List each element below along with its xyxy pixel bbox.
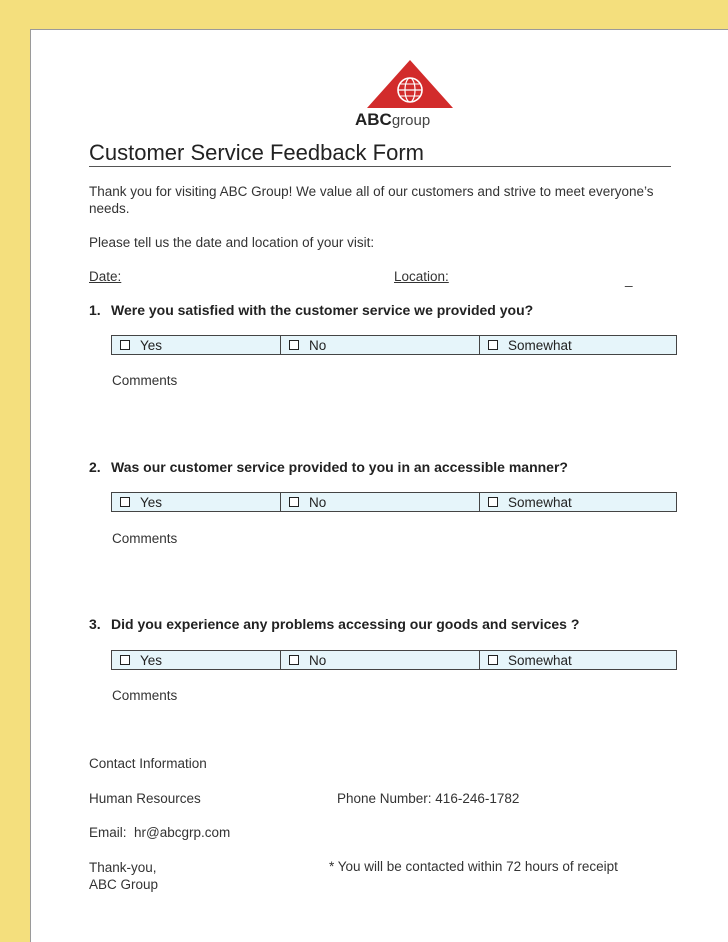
- option-no[interactable]: [281, 651, 480, 669]
- checkbox-icon[interactable]: [289, 497, 299, 507]
- contact-heading: Contact Information: [89, 756, 207, 771]
- question-number: 3.: [89, 616, 101, 632]
- option-label: Yes: [140, 337, 163, 353]
- title-divider: [89, 166, 671, 167]
- signoff-line-2: ABC Group: [89, 877, 159, 892]
- checkbox-icon[interactable]: [488, 655, 498, 665]
- checkbox-icon[interactable]: [120, 497, 130, 507]
- question-number: 1.: [89, 302, 101, 318]
- checkbox-icon[interactable]: [120, 655, 130, 665]
- option-label: Somewhat: [508, 494, 572, 510]
- question-text: Were you satisfied with the customer service we provided you?: [111, 302, 534, 318]
- option-label: Yes: [140, 652, 163, 668]
- signoff-line-1: Thank-you,: [89, 860, 157, 875]
- option-yes[interactable]: [112, 336, 281, 354]
- logo-brand-bold: ABC: [355, 110, 392, 129]
- contact-department: Human Resources: [89, 791, 201, 806]
- option-label: Yes: [140, 494, 163, 510]
- contact-email-row: [89, 825, 230, 840]
- checkbox-icon[interactable]: [488, 340, 498, 350]
- option-yes[interactable]: [112, 493, 281, 511]
- intro-text: Thank you for visiting ABC Group! We value all of our customers and strive to meet everyone’s needs.: [89, 184, 654, 216]
- checkbox-icon[interactable]: [120, 340, 130, 350]
- question-1: [89, 302, 533, 318]
- date-label: Date:: [89, 269, 122, 284]
- option-somewhat[interactable]: [480, 493, 676, 511]
- option-no[interactable]: [281, 493, 480, 511]
- abc-group-logo: [353, 56, 469, 136]
- question-text: Did you experience any problems accessing our goods and services ?: [111, 616, 580, 632]
- email-label: Email:: [89, 825, 127, 840]
- option-no[interactable]: [281, 336, 480, 354]
- option-somewhat[interactable]: [480, 336, 676, 354]
- visit-prompt: Please tell us the date and location of your visit:: [89, 235, 375, 250]
- form-title: Customer Service Feedback Form: [89, 140, 424, 165]
- question-3-options: [111, 650, 677, 670]
- contact-phone: Phone Number: 416-246-1782: [337, 791, 520, 806]
- question-1-options: [111, 335, 677, 355]
- location-dash: _: [625, 272, 633, 287]
- question-3-comments: Comments: [112, 688, 178, 703]
- option-label: Somewhat: [508, 652, 572, 668]
- option-label: No: [309, 652, 327, 668]
- question-text: Was our customer service provided to you in an accessible manner?: [111, 459, 568, 475]
- question-2-options: [111, 492, 677, 512]
- option-label: No: [309, 494, 327, 510]
- question-2-comments: Comments: [112, 531, 178, 546]
- option-somewhat[interactable]: [480, 651, 676, 669]
- location-label: Location:: [394, 269, 449, 284]
- question-3: [89, 616, 579, 632]
- form-page: [30, 29, 728, 942]
- checkbox-icon[interactable]: [289, 655, 299, 665]
- checkbox-icon[interactable]: [289, 340, 299, 350]
- logo-wordmark: [355, 110, 430, 130]
- logo-brand-light: group: [391, 112, 431, 129]
- checkbox-icon[interactable]: [488, 497, 498, 507]
- option-label: No: [309, 337, 327, 353]
- question-1-comments: Comments: [112, 373, 178, 388]
- option-yes[interactable]: [112, 651, 281, 669]
- option-label: Somewhat: [508, 337, 572, 353]
- signoff: [89, 859, 158, 893]
- question-2: [89, 459, 568, 475]
- response-note: * You will be contacted within 72 hours of receipt: [329, 859, 618, 874]
- question-number: 2.: [89, 459, 101, 475]
- email-address[interactable]: hr@abcgrp.com: [134, 825, 231, 840]
